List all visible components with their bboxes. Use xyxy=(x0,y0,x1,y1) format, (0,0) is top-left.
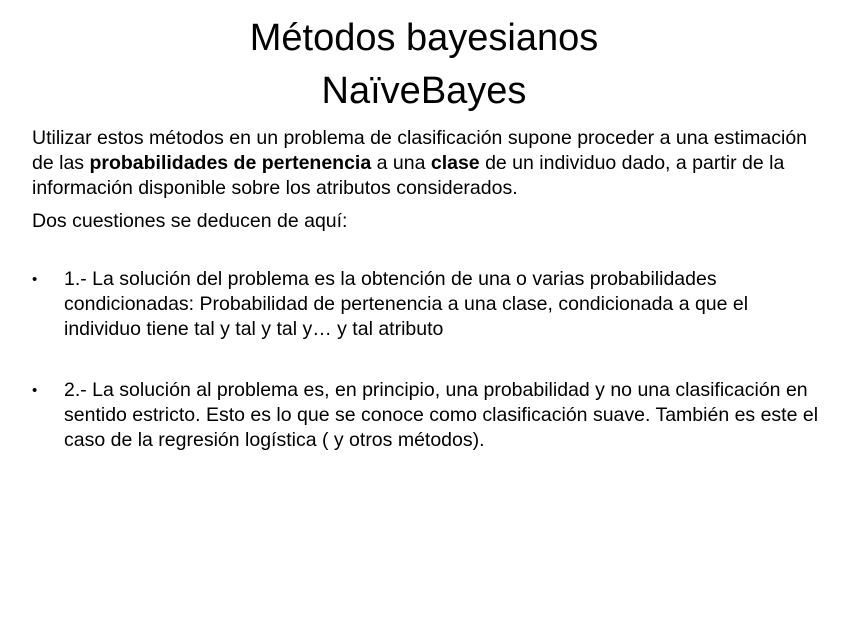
intro-text-2: a una xyxy=(371,152,431,174)
intro-text-1: Utilizar estos métodos en un problema de clasificación supone proceder a una estimación de las xyxy=(32,127,808,174)
intro-paragraph xyxy=(32,126,828,201)
lead-paragraph: Dos cuestiones se deducen de aquí: xyxy=(32,210,348,232)
title-line-sub: NaïveBayes xyxy=(321,70,527,112)
title-line-main: Métodos bayesianos xyxy=(249,17,599,59)
bullet-text-1: 1.- La solución del problema es la obtención de una o varias probabilidades condicionadas: Probabilidad de pertenencia a una clase, condicionada a que el individuo tiene tal y tal y tal y… y tal atributo xyxy=(64,268,749,340)
bullet-item-1 xyxy=(32,267,828,342)
intro-bold-probabilidades: probabilidades de pertenencia xyxy=(89,152,372,174)
bullet-item-2 xyxy=(32,378,828,453)
bullet-list xyxy=(32,267,828,453)
bullet-dot-icon: • xyxy=(32,271,38,288)
bullet-text-2: 2.- La solución al problema es, en principio, una probabilidad y no una clasificación en sentido estricto. Esto es lo que se conoce como clasificación suave. También es este el caso de la regresión logística ( y otros métodos). xyxy=(64,379,819,451)
slide-title xyxy=(0,12,848,118)
slide-body xyxy=(32,126,828,453)
intro-bold-clase: clase xyxy=(430,152,480,174)
bullet-dot-icon: • xyxy=(32,382,38,399)
intro-text-3: de un individuo dado, a partir de la información disponible sobre los atributos considerados. xyxy=(32,152,785,199)
